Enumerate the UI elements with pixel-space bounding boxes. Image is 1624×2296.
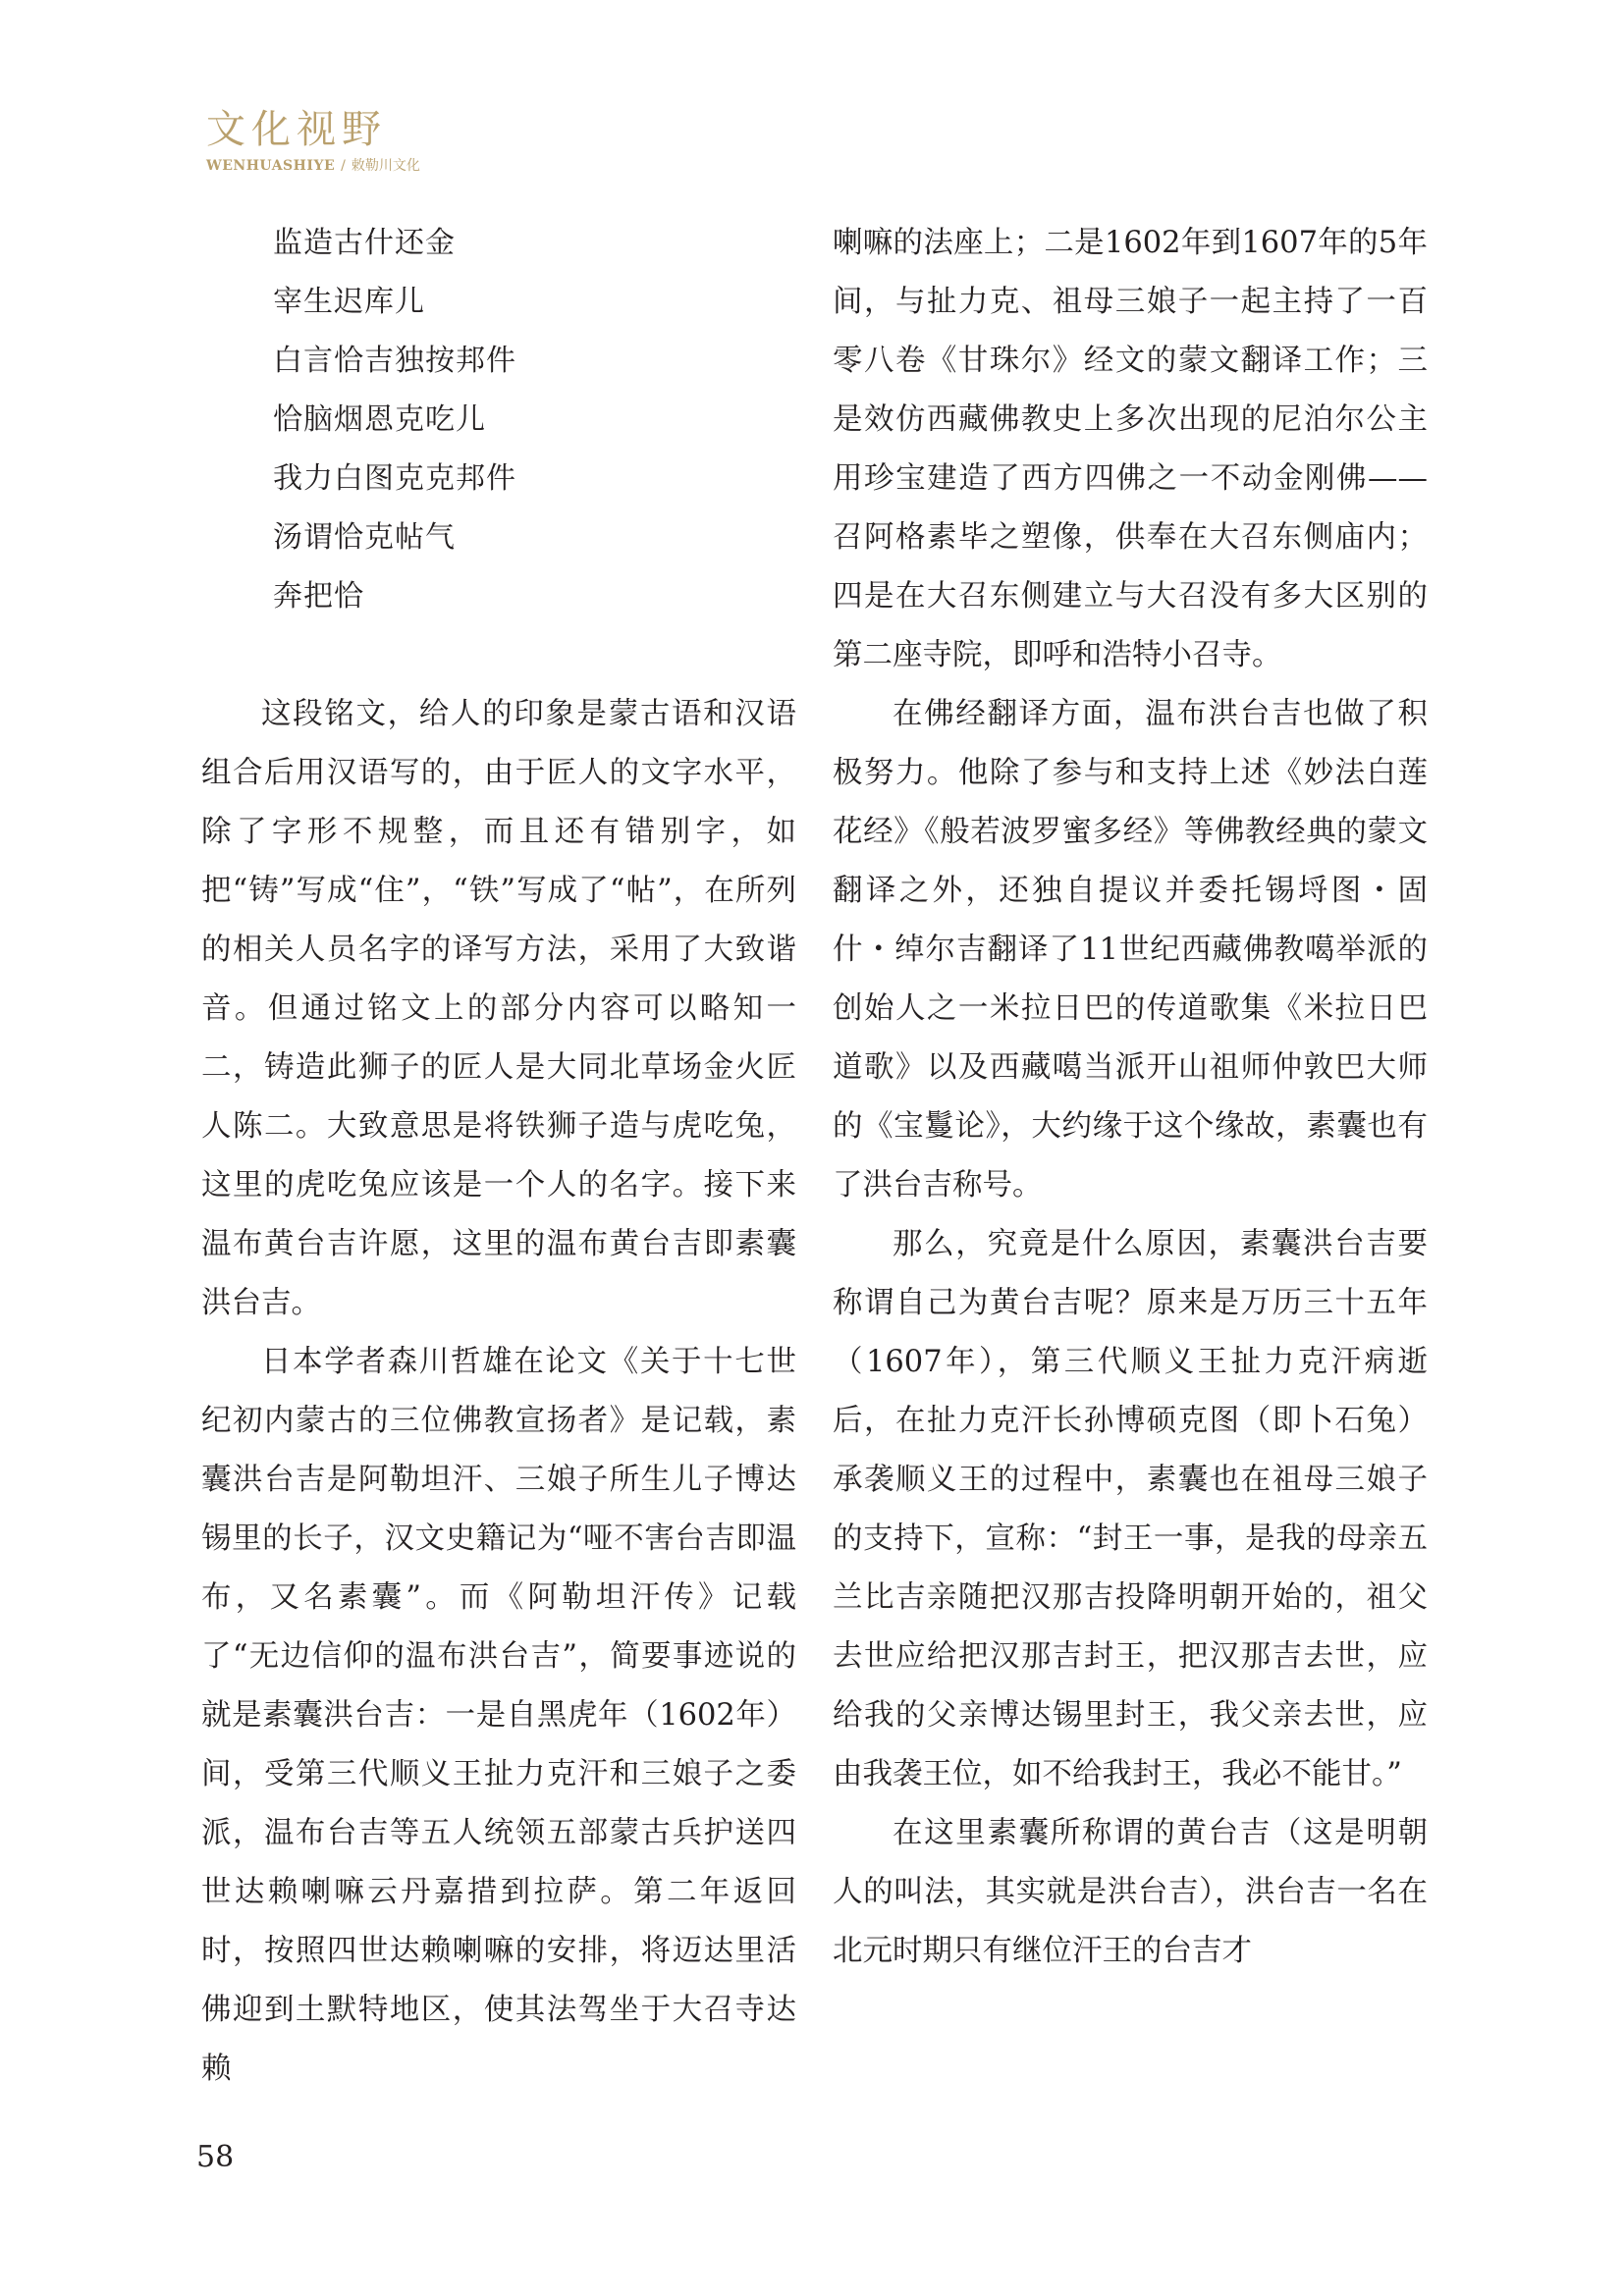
section-subtitle-text: 敕勒川文化 [351,158,420,174]
section-title: 文化视野 [206,107,387,152]
inscription-verses [201,214,796,626]
verse-line: 宰生迟库儿 [273,285,425,319]
body-paragraph: 这段铭文，给人的印象是蒙古语和汉语组合后用汉语写的，由于匠人的文字水平，除了字形不规整，而且还有错别字，如把“铸”写成“住”，“铁”写成了“帖”，在所列的相关人员名字的译写方法，采用了大致谐音。但通过铭文上的部分内容可以略知一二，铸造此狮子的匠人是大同北草场金火匠人陈二。大致意思是将铁狮子造与虎吃兔，这里的虎吃兔应该是一个人的名字。接下来温布黄台吉许愿，这里的温布黄台吉即素囊洪台吉。 [201,697,796,1320]
verse-line: 我力白图克克邦件 [273,461,516,496]
section-pinyin: WENHUASHIYE [206,158,336,174]
verse-line: 奔把恰 [273,579,364,614]
body-paragraph: 那么，究竟是什么原因，素囊洪台吉要称谓自己为黄台吉呢？原来是万历三十五年（1607年），第三代顺义王扯力克汗病逝后，在扯力克汗长孙博硕克图（即卜石兔）承袭顺义王的过程中，素囊也在祖母三娘子的支持下，宣称：“封王一事，是我的母亲五兰比吉亲随把汉那吉投降明朝开始的，祖父去世应给把汉那吉封王，把汉那吉去世，应给我的父亲博达锡里封王，我父亲去世，应由我袭王位，如不给我封王，我必不能甘。” [833,1227,1428,1791]
page-number: 58 [196,2140,235,2174]
body-paragraph-continued: 喇嘛的法座上；二是1602年到1607年的5年间，与扯力克、祖母三娘子一起主持了一百零八卷《甘珠尔》经文的蒙文翻译工作；三是效仿西藏佛教史上多次出现的尼泊尔公主用珍宝建造了西方四佛之一不动金刚佛——召阿格素毕之塑像，供奉在大召东侧庙内；四是在大召东侧建立与大召没有多大区别的第二座寺院，即呼和浩特小召寺。 [833,226,1428,672]
body-paragraph: 日本学者森川哲雄在论文《关于十七世纪初内蒙古的三位佛教宣扬者》是记载，素囊洪台吉是阿勒坦汗、三娘子所生儿子博达锡里的长子，汉文史籍记为“哑不害台吉即温布，又名素囊”。而《阿勒坦汗传》记载了“无边信仰的温布洪台吉”，简要事迹说的就是素囊洪台吉：一是自黑虎年（1602年）间，受第三代顺义王扯力克汗和三娘子之委派，温布台吉等五人统领五部蒙古兵护送四世达赖喇嘛云丹嘉措到拉萨。第二年返回时，按照四世达赖喇嘛的安排，将迈达里活佛迎到土默特地区，使其法驾坐于大召寺达赖 [201,1345,796,2086]
verse-line: 恰脑烟恩克吃儿 [273,402,486,437]
verse-line: 白言恰吉独按邦件 [273,344,516,378]
verse-line: 汤谓恰克帖气 [273,520,456,555]
body-paragraph: 在这里素囊所称谓的黄台吉（这是明朝人的叫法，其实就是洪台吉），洪台吉一名在北元时期只有继位汗王的台吉才 [833,1816,1428,1968]
body-paragraph: 在佛经翻译方面，温布洪台吉也做了积极努力。他除了参与和支持上述《妙法白莲花经》《般若波罗蜜多经》等佛教经典的蒙文翻译之外，还独自提议并委托锡埒图・固什・绰尔吉翻译了11世纪西藏佛教噶举派的创始人之一米拉日巴的传道歌集《米拉日巴道歌》以及西藏噶当派开山祖师仲敦巴大师的《宝鬘论》，大约缘于这个缘故，素囊也有了洪台吉称号。 [833,697,1428,1202]
section-subtitle [206,159,420,173]
right-column [833,214,1428,1981]
section-slash: / [341,158,346,174]
left-column [201,214,796,2099]
verse-line: 监造古什还金 [273,226,456,260]
section-header [206,107,420,174]
